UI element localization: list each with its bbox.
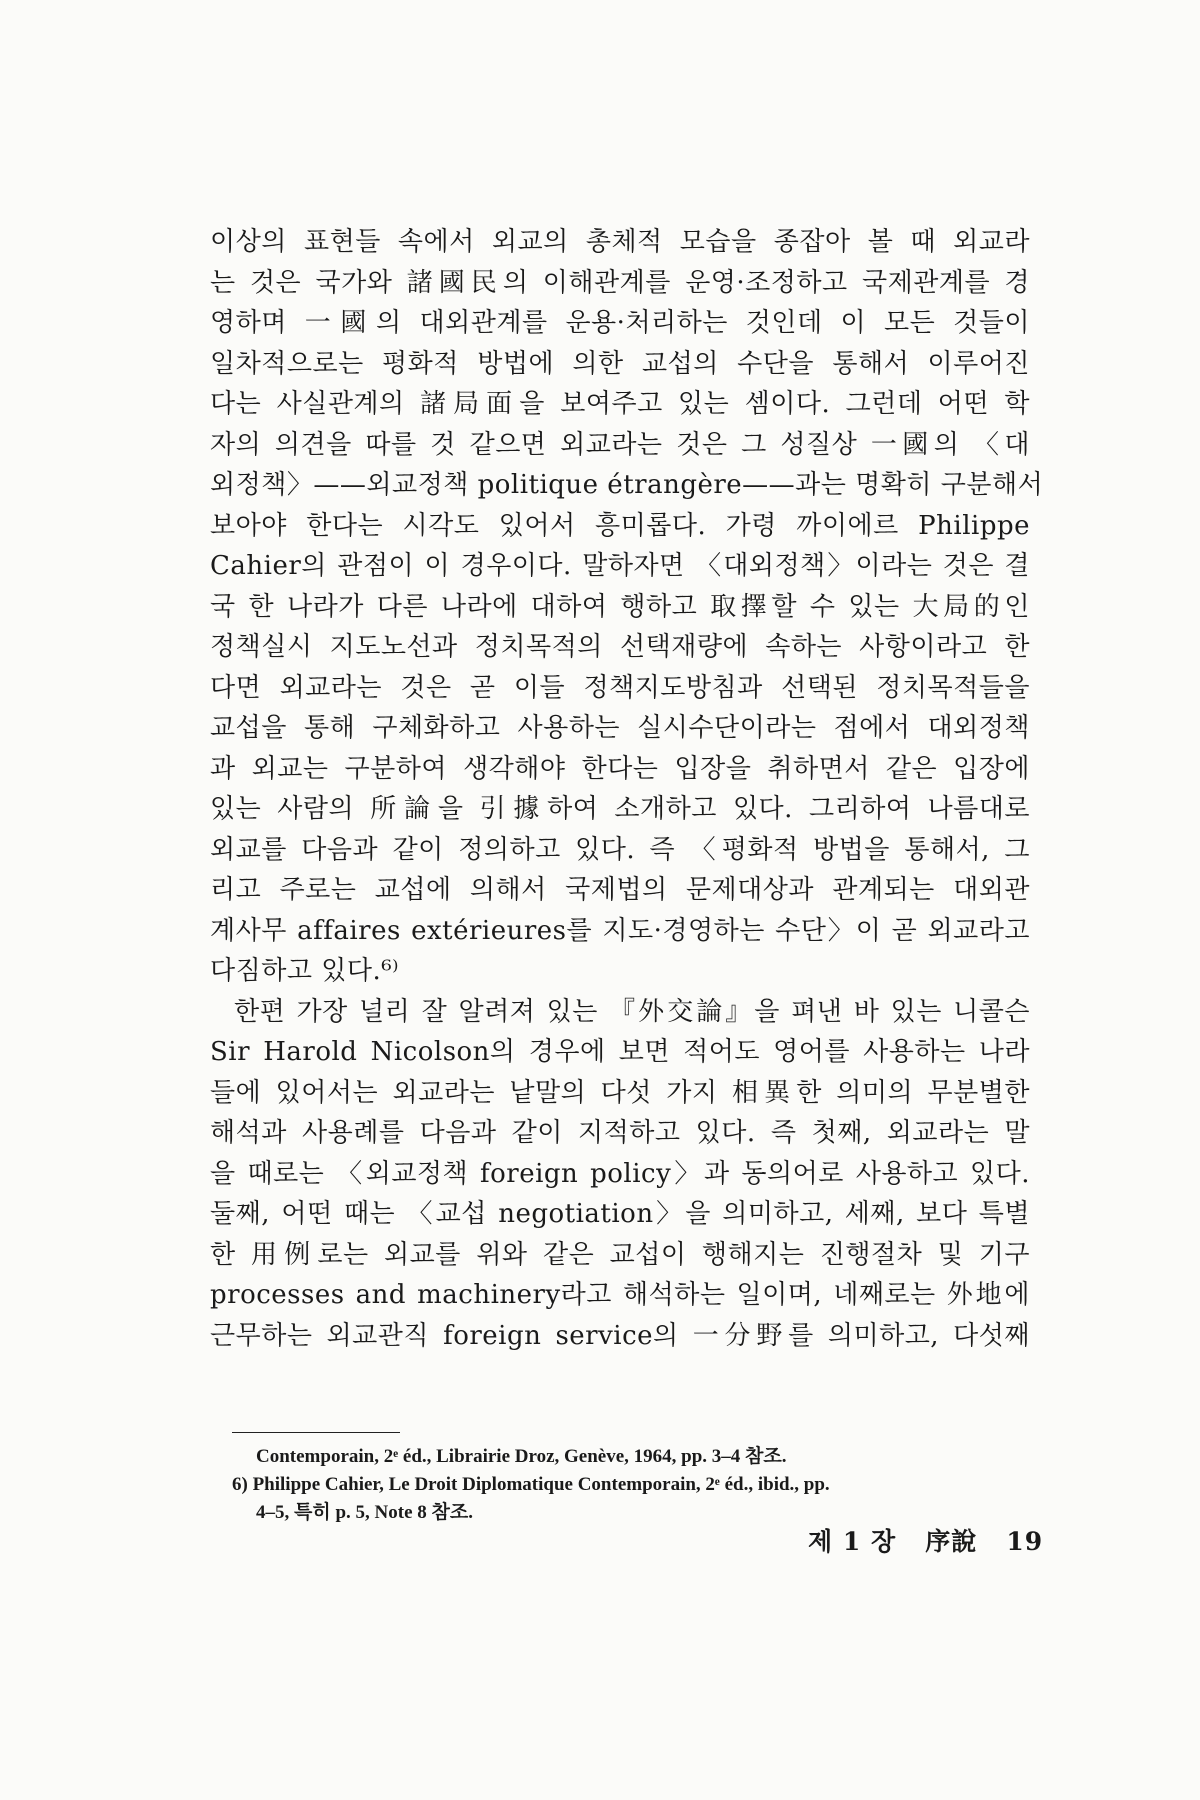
body-line: 외정책〉——외교정책 politique étrangère——과는 명확히 구분해서: [210, 470, 1044, 500]
chapter-title: 序說: [925, 1527, 978, 1556]
body-line: 는 것은 국가와 諸國民의 이해관계를 운영·조정하고 국제관계를 경: [210, 267, 1030, 298]
body-line: 이상의 표현들 속에서 외교의 총체적 모습을 종잡아 볼 때 외교라: [210, 227, 1030, 257]
body-line: 들에 있어서는 외교라는 낱말의 다섯 가지 相異한 의미의 무분별한: [210, 1077, 1030, 1108]
body-line: 있는 사람의 所論을 引據하여 소개하고 있다. 그리하여 나름대로: [210, 794, 1030, 824]
body-line: 다면 외교라는 것은 곧 이들 정책지도방침과 선택된 정치목적들을: [210, 672, 1030, 703]
body-line: 보아야 한다는 시각도 있어서 흥미롭다. 가령 까이에르 Philippe: [210, 510, 1030, 541]
body-line: 정책실시 지도노선과 정치목적의 선택재량에 속하는 사항이라고 한: [210, 632, 1030, 662]
body-line: 국 한 나라가 다른 나라에 대하여 행하고 取擇할 수 있는 大局的인: [210, 591, 1030, 622]
footnotes: [232, 1443, 1032, 1527]
footnote-line: 4–5, 특히 p. 5, Note 8 참조.: [256, 1502, 473, 1523]
body-line: 계사무 affaires extérieures를 지도·경영하는 수단〉이 곧 외교라고: [210, 915, 1030, 946]
body-line: processes and machinery라고 해석하는 일이며, 네째로는 外地에: [210, 1280, 1030, 1310]
body-line: 한편 가장 널리 잘 알려져 있는 『外交論』을 펴낸 바 있는 니콜슨: [234, 996, 1030, 1027]
body-line: 다짐하고 있다.⁶⁾: [210, 956, 400, 986]
body-line: 과 외교는 구분하여 생각해야 한다는 입장을 취하면서 같은 입장에: [210, 753, 1030, 784]
body-line: Cahier의 관점이 이 경우이다. 말하자면 〈대외정책〉이라는 것은 결: [210, 551, 1030, 581]
body-line: 영하며 一國의 대외관계를 운용·처리하는 것인데 이 모든 것들이: [210, 308, 1030, 338]
body-line: 리고 주로는 교섭에 의해서 국제법의 문제대상과 관계되는 대외관: [210, 875, 1030, 905]
body-line: 근무하는 외교관직 foreign service의 一分野를 의미하고, 다섯째: [210, 1320, 1030, 1351]
chapter-label: 제 1 장: [808, 1527, 897, 1556]
body-line: 을 때로는 〈외교정책 foreign policy〉과 동의어로 사용하고 있다.: [210, 1158, 1030, 1189]
body-line: 해석과 사용례를 다음과 같이 지적하고 있다. 즉 첫째, 외교라는 말: [210, 1118, 1030, 1148]
body-line: Sir Harold Nicolson의 경우에 보면 적어도 영어를 사용하는 나라: [210, 1037, 1030, 1067]
body-line: 자의 의견을 따를 것 같으면 외교라는 것은 그 성질상 一國의 〈대: [210, 429, 1030, 460]
body-line: 다는 사실관계의 諸局面을 보여주고 있는 셈이다. 그런데 어떤 학: [210, 389, 1030, 419]
body-line: 둘째, 어떤 때는 〈교섭 negotiation〉을 의미하고, 세째, 보다 특별: [210, 1199, 1030, 1229]
running-footer: [808, 1522, 1043, 1558]
body-line: 교섭을 통해 구체화하고 사용하는 실시수단이라는 점에서 대외정책: [210, 713, 1030, 743]
footnote-line: 6) Philippe Cahier, Le Droit Diplomatique Contemporain, 2ᵉ éd., ibid., pp.: [232, 1474, 830, 1495]
page-number: 19: [1006, 1527, 1044, 1556]
body-line: 일차적으로는 평화적 방법에 의한 교섭의 수단을 통해서 이루어진: [210, 348, 1030, 379]
footnote-line: Contemporain, 2ᵉ éd., Librairie Droz, Genève, 1964, pp. 3–4 참조.: [256, 1446, 787, 1467]
body-text: [210, 222, 1044, 1356]
footnote-divider: [232, 1432, 400, 1433]
body-line: 한 用例로는 외교를 위와 같은 교섭이 행해지는 진행절차 및 기구: [210, 1239, 1030, 1270]
body-line: 외교를 다음과 같이 정의하고 있다. 즉 〈평화적 방법을 통해서, 그: [210, 834, 1030, 865]
